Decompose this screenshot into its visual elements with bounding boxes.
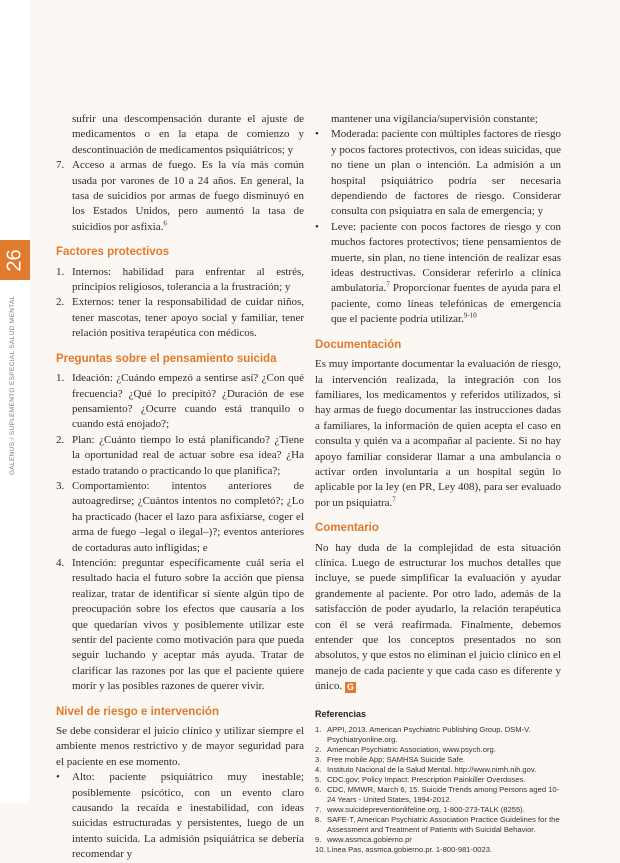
ref-number: 10. [315,845,326,855]
reference-item [315,725,561,745]
ref-number: 7. [315,805,322,815]
list-number: 1. [56,372,65,385]
ref-number: 6. [315,785,322,795]
reference-item [315,785,561,805]
section-heading-protective: Factores protectivos [56,246,170,259]
documentation-text: Es muy importante documentar la evaluación de riesgo, la intervención realizada, la integración con los familiares, los medicamentos y referidos utilizados, si hay armas de fuego documentar las instrucciones dadas a familiares, la información de quien acepta el caso en consulta y quién va a acompañar al paciente. Si no hay apoyo familiar considerar llamar a una ambulancia o activar orden involuntaria a un hospital según lo aplicable por la ley (en PR, Ley 408), para ser evaluado por un psiquiatra. [315,358,561,509]
page-number: 26 [3,248,26,272]
comment-text: No hay duda de la complejidad de esta situación clínica. Luego de estructurar los muchos detalles que incluye, se puede simplificar la evaluación y ayudar grandemente al paciente. Por otro lado, además de la satisfacción de poder ayudarlo, la relación terapéutica con él se verá reafirmada. Finalmente, debemos entender que los conceptos presentados no son absolutos, y que estos no eliminan el juicio clínico en el manejo de cada paciente y que cada caso es diferente y único. [315,541,561,693]
risk-levels-list [56,770,304,862]
references-title: Referencias [315,708,367,719]
list-number: 2. [56,296,65,309]
ref-text: CDC, MMWR, March 6, 15. Suicide Trends among Persons aged 10-24 Years - United States, 1994-2012. [327,785,560,805]
list-text: Comportamiento: intentos anteriores de autoagredirse; ¿Cuántos intentos no completó?; ¿Lo ha practicado (hacer el lazo para asfixiarse, coger el arma de fuego –legal o ilegal–)?; eventos anteriores de cortaduras auto infligidas; e [72,479,304,554]
list-item [56,433,304,479]
ref-text: www.suicidepreventionlifeline.org, 1-800-273-TALK (8255). [327,805,525,815]
list-text-cont: Proporcionar fuentes de ayuda para el paciente, como líneas telefónicas de emergencia que el paciente podría utilizar. [331,282,561,326]
ref-number: 3. [315,755,322,765]
list-text: Internos: habilidad para enfrentar al estrés, principios religiosos, tolerancia a la frustración; y [72,265,304,294]
list-item [56,295,304,341]
list-text: Acceso a armas de fuego. Es la vía más común usada por varones de 10 a 24 años. En general, la tasa de suicidios por armas de fuego disminuyó en los Estados Unidos, pero aumentó la tasa de suicidios por asfixia. [72,159,304,233]
reference-item [315,755,561,765]
ref-text: CDC.gov; Policy Impact: Prescription Painkiller Overdoses. [327,775,526,785]
citation: 9-10 [463,311,477,320]
list-item [56,479,304,556]
bullet: • [56,771,60,784]
citation: 7 [392,495,396,504]
list-item [315,220,561,328]
reference-item [315,845,561,855]
list-number: 1. [56,265,65,278]
list-item [56,556,304,695]
risk-intro: Se debe considerar el juicio clínico y utilizar siempre el ambiente menos restrictivo y de mayor seguridad para el paciente en ese momento. [56,725,304,768]
list-number: 7. [56,159,65,172]
ref-text: Free mobile App; SAMHSA Suicide Safe. [327,755,466,765]
ref-number: 4. [315,765,322,775]
item6-continuation: sufrir una descompensación durante el ajuste de medicamentos o en la etapa de comienzo y descontinuación de medicamentos psiquiátricos; y [72,113,304,156]
ref-text: APPI, 2013. American Psychiatric Publishing Group. DSM-V. Psychiatryonline.org. [327,725,531,745]
risk-levels-list-continued [315,127,561,327]
ref-number: 8. [315,815,322,825]
list-number: 2. [56,433,65,446]
list-text: Leve: paciente con pocos factores de riesgo y con muchos factores protectivos; tiene pensamientos de muerte, sin plan, no tiene intención de realizar esas ideas destructivas. Considerar referirlo a clínica ambulatoria. [331,220,561,295]
section-heading-questions: Preguntas sobre el pensamiento suicida [56,352,277,365]
list-text: Plan: ¿Cuánto tiempo lo está planificando? ¿Tiene la oportunidad real de actuar sobre esa idea? ¿Ha estado tratando o practicando lo que planifica?; [72,433,304,477]
references-list [315,725,561,855]
reference-item [315,745,561,755]
list-item [315,127,561,219]
end-mark-logo: G [346,682,354,693]
section-heading-comment: Comentario [315,522,379,535]
ref-number: 2. [315,745,322,755]
questions-list [56,371,304,695]
bullet: • [315,220,319,233]
protective-list [56,265,304,342]
ref-text: www.assmca.gobierno.pr [327,835,412,845]
reference-item [315,775,561,785]
ref-text: Línea Pas, assmca.gobierno.pr. 1-800-981-0023. [327,845,493,855]
reference-item [315,815,561,835]
list-item [56,265,304,296]
list-number: 4. [56,556,65,569]
reference-item [315,835,561,845]
documentation-paragraph [315,357,561,511]
journal-running-head: GALENUS / SUPLEMENTO ESPECIAL SALUD MENTAL [9,295,16,475]
risk-factors-list-end [56,158,304,235]
reference-item [315,805,561,815]
citation: 6 [163,219,167,228]
side-strip [0,0,30,803]
left-column [56,112,304,863]
right-column [315,112,561,855]
list-text: Intención: preguntar específicamente cuál sería el resultado hacia el futuro sobre la acción que piensa realizar, tratar de identificar si siente algún tipo de preocupación sobre los efectos que causaría a los que quedarían vivos y posiblemente utilizar este sentir del paciente como motivación para que pueda seguir luchando y aceptar más ayuda. Tratar de clarificar las razones por las que el paciente quiere morir y las posibles razones de querer vivir. [72,556,304,693]
section-heading-documentation: Documentación [315,338,402,351]
bullet: • [315,128,319,141]
reference-item [315,765,561,775]
section-heading-risk: Nivel de riesgo e intervención [56,705,219,718]
list-number: 3. [56,479,65,492]
list-item [56,371,304,433]
ref-text: SAFE-T, American Psychiatric Association Practice Guidelines for the Assessment and Treatment of Patients with Suicidal Behavior. [327,815,560,835]
page-number-tab [0,240,30,280]
ref-number: 9. [315,835,322,845]
ref-number: 1. [315,725,322,735]
ref-number: 5. [315,775,322,785]
list-text: Moderada: paciente con múltiples factores de riesgo y pocos factores protectivos, con ideas suicidas, que no tiene un plan o intención. La admisión a un hospital psiquiátrico podría ser necesaria dependiendo de factores de riesgo. Considerar consulta con psiquiatra en sala de emergencia; y [331,128,561,218]
list-item [56,158,304,235]
alto-continuation: mantener una vigilancia/supervisión constante; [331,113,538,125]
ref-text: American Psychiatric Association, www.psych.org. [327,745,496,755]
citation: 7 [386,280,390,289]
list-text: Alto: paciente psiquiátrico muy inestable; posiblemente psicótico, con un evento claro causando la recaída e inestabilidad, con ideas suicidas estructuradas y persistentes, luego de un intento suicida. La admisión psiquiátrica se debería recomendar y [72,771,304,861]
comment-paragraph [315,541,561,695]
list-text: Ideación: ¿Cuándo empezó a sentirse así? ¿Con qué frecuencia? ¿Qué lo precipitó? ¿Duración de ese pensamiento? ¿Ocurre cuando está tranquilo o cuando está enojado?; [72,372,304,431]
ref-text: Instituto Nacional de la Salud Mental. http://www.nimh.nih.gov. [327,765,537,775]
list-text: Externos: tener la responsabilidad de cuidar niños, tener mascotas, tener apoyo social y familiar, tener relación positiva terapéutica con médicos. [72,296,304,340]
list-item [56,770,304,862]
